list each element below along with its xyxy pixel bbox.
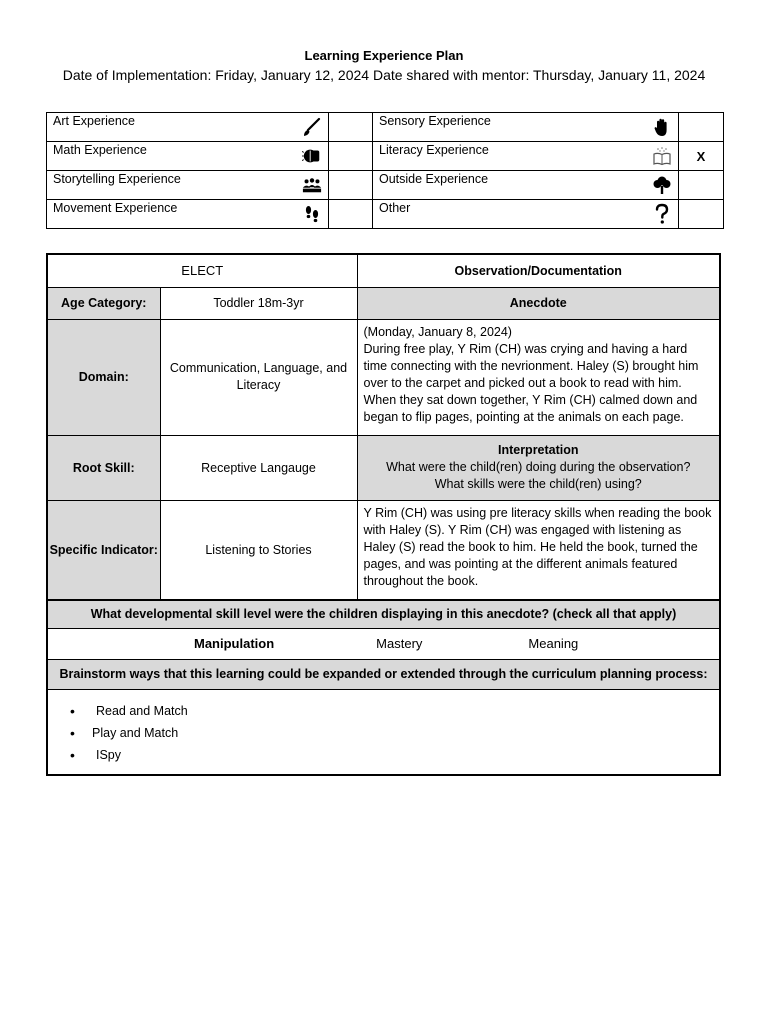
footprints-icon bbox=[302, 204, 322, 224]
experience-check-movement[interactable] bbox=[329, 200, 373, 229]
experience-label: Literacy Experience bbox=[379, 143, 489, 157]
experience-row bbox=[47, 113, 724, 142]
hand-icon bbox=[652, 117, 672, 137]
experience-row bbox=[47, 142, 724, 171]
experience-cell-math bbox=[47, 142, 329, 171]
domain-row bbox=[47, 319, 720, 435]
experience-table bbox=[46, 112, 724, 229]
list-item: • Read and Match bbox=[48, 702, 719, 724]
brainstorm-list-row bbox=[47, 689, 720, 775]
experience-cell-sensory bbox=[373, 113, 679, 142]
skill-option-mastery[interactable]: Mastery bbox=[376, 636, 423, 651]
anecdote-cell bbox=[357, 319, 720, 435]
anecdote-text: During free play, Y Rim (CH) was crying and having a hard time connecting with the nevrionment. Haley (S) brought him over to the carpet and picked out a book to read with him. When they sat down together, Y Rim (CH) calmed down and began to flip pages, pointing at the animals on each page. bbox=[363, 341, 699, 424]
brainstorm-question: Brainstorm ways that this learning could be expanded or extended through the curriculum planning process: bbox=[47, 659, 720, 689]
skill-question-row bbox=[47, 600, 720, 628]
book-icon bbox=[652, 146, 672, 166]
elect-observation-table bbox=[46, 253, 721, 776]
brainstorm-list-cell bbox=[47, 689, 720, 775]
experience-check-sensory[interactable] bbox=[679, 113, 724, 142]
observation-header: Observation/Documentation bbox=[357, 254, 720, 287]
experience-cell-storytelling bbox=[47, 171, 329, 200]
skill-options-row bbox=[47, 628, 720, 659]
root-skill-value: Receptive Langauge bbox=[160, 435, 357, 500]
experience-cell-movement bbox=[47, 200, 329, 229]
experience-check-art[interactable] bbox=[329, 113, 373, 142]
experience-check-outside[interactable] bbox=[679, 171, 724, 200]
paintbrush-icon bbox=[302, 117, 322, 137]
specific-indicator-value: Listening to Stories bbox=[160, 500, 357, 600]
question-icon bbox=[652, 204, 672, 224]
interpretation-question-1: What were the child(ren) doing during the observation? bbox=[386, 460, 691, 474]
interpretation-cell bbox=[357, 435, 720, 500]
experience-label: Sensory Experience bbox=[379, 114, 491, 128]
domain-value: Communication, Language, and Literacy bbox=[160, 319, 357, 435]
skill-options-cell bbox=[47, 628, 720, 659]
experience-label: Movement Experience bbox=[53, 201, 178, 215]
experience-cell-literacy bbox=[373, 142, 679, 171]
experience-label: Math Experience bbox=[53, 143, 147, 157]
people-icon bbox=[302, 175, 322, 195]
abacus-icon bbox=[302, 146, 322, 166]
experience-row bbox=[47, 200, 724, 229]
root-skill-row bbox=[47, 435, 720, 500]
anecdote-title: Anecdote bbox=[357, 287, 720, 319]
brainstorm-list bbox=[48, 690, 719, 774]
skill-option-manipulation[interactable]: Manipulation bbox=[194, 636, 275, 651]
list-item: • Play and Match bbox=[48, 724, 719, 746]
experience-cell-art bbox=[47, 113, 329, 142]
experience-cell-outside bbox=[373, 171, 679, 200]
interpretation-question-2: What skills were the child(ren) using? bbox=[434, 477, 642, 491]
experience-row bbox=[47, 171, 724, 200]
age-row bbox=[47, 287, 720, 319]
experience-check-math[interactable] bbox=[329, 142, 373, 171]
elect-header: ELECT bbox=[47, 254, 357, 287]
table-header-row bbox=[47, 254, 720, 287]
domain-label: Domain: bbox=[47, 319, 160, 435]
page-title: Learning Experience Plan bbox=[304, 48, 464, 63]
interpretation-text: Y Rim (CH) was using pre literacy skills when reading the book with Haley (S). Y Rim (CH) was engaged with listening as Haley (S) read the book to him. He held the book, turned the pages, and was pointing at the different animals featured throughout the book. bbox=[357, 500, 720, 600]
root-skill-label: Root Skill: bbox=[47, 435, 160, 500]
skill-level-question: What developmental skill level were the children displaying in this anecdote? (check all that apply) bbox=[47, 600, 720, 628]
age-category-value: Toddler 18m-3yr bbox=[160, 287, 357, 319]
implementation-dates: Date of Implementation: Friday, January 12, 2024 Date shared with mentor: Thursday, January 11, 2024 bbox=[62, 67, 706, 83]
experience-cell-other bbox=[373, 200, 679, 229]
interpretation-title: Interpretation bbox=[497, 443, 579, 457]
list-item: • ISpy bbox=[48, 746, 719, 768]
tree-icon bbox=[652, 175, 672, 195]
experience-label: Outside Experience bbox=[379, 172, 489, 186]
experience-check-other[interactable] bbox=[679, 200, 724, 229]
experience-label: Storytelling Experience bbox=[53, 172, 181, 186]
experience-check-literacy[interactable]: X bbox=[679, 142, 724, 171]
experience-check-storytelling[interactable] bbox=[329, 171, 373, 200]
document-header bbox=[0, 47, 768, 85]
skill-options bbox=[52, 636, 715, 651]
experience-label: Other bbox=[379, 201, 411, 215]
anecdote-date: (Monday, January 8, 2024) bbox=[363, 324, 512, 339]
brainstorm-question-row bbox=[47, 659, 720, 689]
age-category-label: Age Category: bbox=[47, 287, 160, 319]
experience-label: Art Experience bbox=[53, 114, 135, 128]
skill-option-meaning[interactable]: Meaning bbox=[528, 636, 579, 651]
specific-indicator-label: Specific Indicator: bbox=[47, 500, 160, 600]
indicator-row bbox=[47, 500, 720, 600]
